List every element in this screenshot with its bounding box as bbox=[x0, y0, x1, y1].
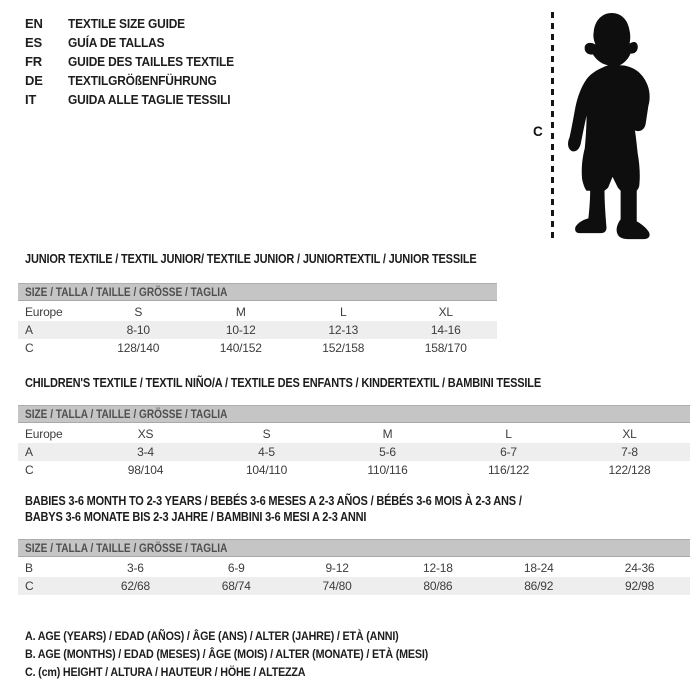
section-children bbox=[18, 375, 690, 477]
language-row-de bbox=[25, 71, 248, 90]
language-guide-title: TEXTILGRÖßENFÜHRUNG bbox=[68, 73, 217, 88]
table-cell: 3-4 bbox=[137, 445, 154, 459]
size-header-bar bbox=[18, 283, 497, 301]
table-cell: 8-10 bbox=[126, 323, 150, 337]
table-cell: 24-36 bbox=[624, 561, 655, 575]
table-row bbox=[18, 339, 497, 357]
section-title-line: JUNIOR TEXTILE / TEXTIL JUNIOR/ TEXTILE JUNIOR / JUNIORTEXTIL / JUNIOR TESSILE bbox=[25, 252, 477, 266]
section-title-line: CHILDREN'S TEXTILE / TEXTIL NIÑO/A / TEXTILE DES ENFANTS / KINDERTEXTIL / BAMBINI TESSILE bbox=[25, 376, 542, 390]
table-cell: M bbox=[382, 427, 393, 441]
table-cell: 116/122 bbox=[487, 463, 530, 477]
section-title-line: BABIES 3-6 MONTH TO 2-3 YEARS / BEBÉS 3-6 MESES A 2-3 AÑOS / BÉBÉS 3-6 MOIS À 2-3 ANS / bbox=[25, 494, 522, 508]
legend-line-a: A. AGE (YEARS) / EDAD (AÑOS) / ÂGE (ANS) / ALTER (JAHRE) / ETÀ (ANNI) bbox=[25, 629, 399, 643]
height-measure-line bbox=[551, 12, 554, 243]
language-code: FR bbox=[25, 54, 42, 69]
row-label: C bbox=[25, 579, 34, 593]
size-header-text: SIZE / TALLA / TAILLE / GRÖSSE / TAGLIA bbox=[25, 541, 228, 555]
table-cell: 140/152 bbox=[219, 341, 262, 355]
table-cell: S bbox=[134, 305, 143, 319]
table-cell: 12-13 bbox=[328, 323, 359, 337]
size-header-text: SIZE / TALLA / TAILLE / GRÖSSE / TAGLIA bbox=[25, 285, 228, 299]
language-guide-title: GUÍA DE TALLAS bbox=[68, 35, 165, 50]
table-cell: 18-24 bbox=[523, 561, 554, 575]
table-cell: 62/68 bbox=[120, 579, 150, 593]
row-label: C bbox=[25, 341, 34, 355]
table-cell: 92/98 bbox=[625, 579, 655, 593]
table-cell: 122/128 bbox=[608, 463, 651, 477]
row-label: A bbox=[25, 323, 33, 337]
language-code: DE bbox=[25, 73, 43, 88]
table-cell: 68/74 bbox=[221, 579, 251, 593]
measurement-legend bbox=[25, 627, 483, 681]
table-cell: L bbox=[505, 427, 512, 441]
row-label: A bbox=[25, 445, 33, 459]
language-code: IT bbox=[25, 92, 37, 107]
language-row-en bbox=[25, 14, 248, 33]
section-title bbox=[18, 493, 690, 525]
table-cell: 10-12 bbox=[225, 323, 256, 337]
legend-line-b: B. AGE (MONTHS) / EDAD (MESES) / ÂGE (MOIS) / ALTER (MONATE) / ETÀ (MESI) bbox=[25, 647, 429, 661]
table-cell: 7-8 bbox=[621, 445, 638, 459]
language-code: ES bbox=[25, 35, 42, 50]
size-table-children bbox=[18, 425, 690, 479]
height-measure-label: C bbox=[533, 124, 543, 139]
table-cell: 110/116 bbox=[367, 463, 408, 477]
section-babies bbox=[18, 493, 690, 593]
row-label: Europe bbox=[25, 427, 63, 441]
table-row bbox=[18, 559, 690, 577]
row-label: Europe bbox=[25, 305, 63, 319]
table-cell: 9-12 bbox=[325, 561, 349, 575]
row-label: C bbox=[25, 463, 34, 477]
table-cell: M bbox=[235, 305, 246, 319]
language-guide-title: GUIDE DES TAILLES TEXTILE bbox=[68, 54, 234, 69]
legend-line-c: C. (cm) HEIGHT / ALTURA / HAUTEUR / HÖHE / ALTEZZA bbox=[25, 665, 306, 679]
size-header-bar bbox=[18, 405, 690, 423]
section-title-line: BABYS 3-6 MONATE BIS 2-3 JAHRE / BAMBINI 3-6 MESI A 2-3 ANNI bbox=[25, 510, 367, 524]
section-title bbox=[18, 375, 690, 391]
size-header-text: SIZE / TALLA / TAILLE / GRÖSSE / TAGLIA bbox=[25, 407, 228, 421]
table-cell: S bbox=[262, 427, 271, 441]
language-guide-title: TEXTILE SIZE GUIDE bbox=[68, 16, 185, 31]
table-row bbox=[18, 321, 497, 339]
language-code: EN bbox=[25, 16, 43, 31]
table-row bbox=[18, 461, 690, 479]
table-cell: 6-9 bbox=[227, 561, 245, 575]
table-row bbox=[18, 577, 690, 595]
table-cell: 14-16 bbox=[430, 323, 461, 337]
table-cell: 80/86 bbox=[423, 579, 453, 593]
table-cell: 5-6 bbox=[379, 445, 396, 459]
size-table-babies bbox=[18, 559, 690, 595]
section-junior bbox=[18, 251, 497, 355]
table-cell: 4-5 bbox=[258, 445, 275, 459]
language-row-es bbox=[25, 33, 248, 52]
table-cell: XL bbox=[622, 427, 637, 441]
table-cell: XS bbox=[137, 427, 154, 441]
language-list bbox=[25, 14, 248, 109]
table-cell: 86/92 bbox=[524, 579, 554, 593]
table-cell: 128/140 bbox=[117, 341, 160, 355]
table-cell: XL bbox=[438, 305, 453, 319]
table-cell: 6-7 bbox=[500, 445, 517, 459]
language-guide-title: GUIDA ALLE TAGLIE TESSILI bbox=[68, 92, 231, 107]
table-cell: 158/170 bbox=[424, 341, 467, 355]
table-row bbox=[18, 425, 690, 443]
table-cell: 98/104 bbox=[127, 463, 164, 477]
table-cell: 104/110 bbox=[245, 463, 288, 477]
size-header-bar bbox=[18, 539, 690, 557]
table-row bbox=[18, 303, 497, 321]
language-row-it bbox=[25, 90, 248, 109]
table-cell: 12-18 bbox=[423, 561, 453, 575]
table-cell: 74/80 bbox=[322, 579, 352, 593]
table-cell: L bbox=[340, 305, 347, 319]
table-cell: 152/158 bbox=[322, 341, 365, 355]
toddler-silhouette bbox=[557, 9, 669, 246]
row-label: B bbox=[25, 561, 33, 575]
table-cell: 3-6 bbox=[127, 561, 144, 575]
language-row-fr bbox=[25, 52, 248, 71]
section-title bbox=[18, 251, 497, 267]
size-table-junior bbox=[18, 303, 497, 357]
table-row bbox=[18, 443, 690, 461]
